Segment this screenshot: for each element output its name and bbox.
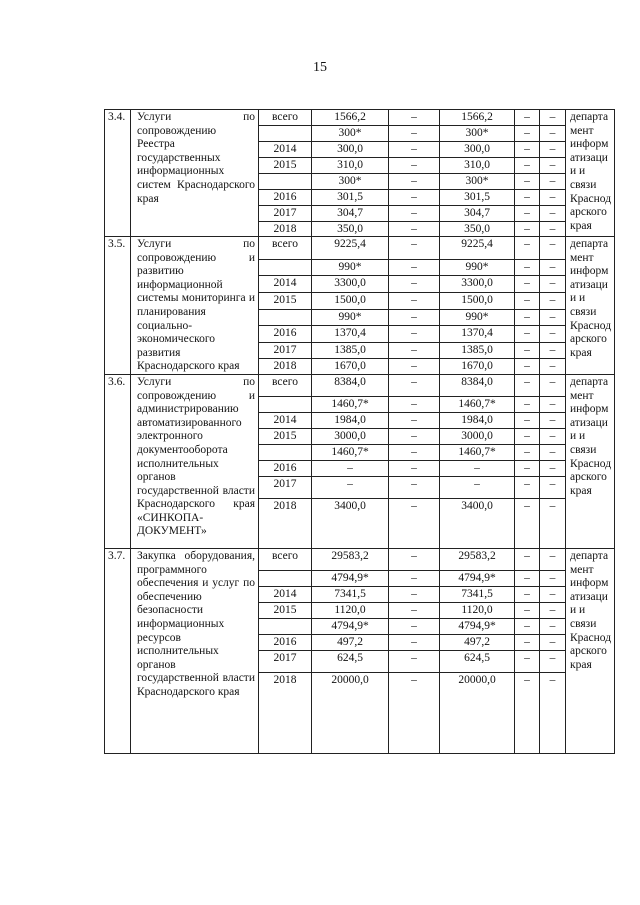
local-budget: – — [515, 460, 540, 476]
regional-budget: 310,0 — [440, 158, 515, 174]
local-budget: – — [515, 586, 540, 602]
year-cell: 2015 — [259, 602, 312, 618]
regional-budget: – — [440, 460, 515, 476]
table-row — [105, 110, 615, 126]
federal-budget: – — [389, 374, 440, 396]
regional-budget: 29583,2 — [440, 548, 515, 570]
year-cell: всего — [259, 110, 312, 126]
federal-budget: – — [389, 158, 440, 174]
other-sources: – — [540, 650, 566, 672]
row-number: 3.4. — [105, 110, 131, 237]
year-cell: 2014 — [259, 276, 312, 293]
regional-budget: 4794,9* — [440, 618, 515, 634]
regional-budget: 300* — [440, 174, 515, 190]
other-sources: – — [540, 110, 566, 126]
year-cell — [259, 618, 312, 634]
federal-budget: – — [389, 618, 440, 634]
row-number: 3.5. — [105, 237, 131, 375]
local-budget: – — [515, 259, 540, 276]
other-sources: – — [540, 174, 566, 190]
federal-budget: – — [389, 498, 440, 548]
regional-budget: 8384,0 — [440, 374, 515, 396]
year-cell: 2017 — [259, 650, 312, 672]
year-cell: 2018 — [259, 498, 312, 548]
year-cell: всего — [259, 548, 312, 570]
regional-budget: 300,0 — [440, 142, 515, 158]
local-budget: – — [515, 476, 540, 498]
regional-budget: 7341,5 — [440, 586, 515, 602]
other-sources: – — [540, 602, 566, 618]
local-budget: – — [515, 342, 540, 359]
total-amount: 1460,7* — [312, 444, 389, 460]
total-amount: – — [312, 460, 389, 476]
year-cell: 2018 — [259, 672, 312, 753]
other-sources: – — [540, 237, 566, 260]
year-cell: всего — [259, 374, 312, 396]
federal-budget: – — [389, 174, 440, 190]
federal-budget: – — [389, 359, 440, 375]
total-amount: 3300,0 — [312, 276, 389, 293]
year-cell — [259, 174, 312, 190]
other-sources: – — [540, 276, 566, 293]
regional-budget: 990* — [440, 259, 515, 276]
year-cell — [259, 570, 312, 586]
other-sources: – — [540, 548, 566, 570]
federal-budget: – — [389, 222, 440, 237]
other-sources: – — [540, 618, 566, 634]
total-amount: 300* — [312, 174, 389, 190]
regional-budget: 1670,0 — [440, 359, 515, 375]
total-amount: 1385,0 — [312, 342, 389, 359]
local-budget: – — [515, 570, 540, 586]
federal-budget: – — [389, 548, 440, 570]
total-amount: 301,5 — [312, 190, 389, 206]
local-budget: – — [515, 276, 540, 293]
regional-budget: 497,2 — [440, 634, 515, 650]
year-cell: 2015 — [259, 158, 312, 174]
other-sources: – — [540, 444, 566, 460]
regional-budget: 9225,4 — [440, 237, 515, 260]
other-sources: – — [540, 428, 566, 444]
total-amount: 304,7 — [312, 206, 389, 222]
total-amount: 1120,0 — [312, 602, 389, 618]
table-row — [105, 548, 615, 570]
row-number: 3.7. — [105, 548, 131, 753]
other-sources: – — [540, 206, 566, 222]
local-budget: – — [515, 110, 540, 126]
regional-budget: 3000,0 — [440, 428, 515, 444]
regional-budget: 1500,0 — [440, 293, 515, 310]
local-budget: – — [515, 548, 540, 570]
regional-budget: 990* — [440, 309, 515, 326]
other-sources: – — [540, 309, 566, 326]
page-number: 15 — [313, 60, 327, 75]
year-cell: 2016 — [259, 634, 312, 650]
other-sources: – — [540, 412, 566, 428]
local-budget: – — [515, 634, 540, 650]
year-cell: 2016 — [259, 190, 312, 206]
year-cell: 2014 — [259, 412, 312, 428]
local-budget: – — [515, 672, 540, 753]
total-amount: 497,2 — [312, 634, 389, 650]
year-cell — [259, 444, 312, 460]
year-cell: 2015 — [259, 293, 312, 310]
row-number: 3.6. — [105, 374, 131, 548]
regional-budget: 624,5 — [440, 650, 515, 672]
measure-name: Услуги по сопровождению и развитию информационной системы мониторинга и планирования социально-экономического развития Краснодарского края — [131, 237, 259, 375]
other-sources: – — [540, 342, 566, 359]
total-amount: 1500,0 — [312, 293, 389, 310]
year-cell: 2017 — [259, 342, 312, 359]
local-budget: – — [515, 222, 540, 237]
other-sources: – — [540, 634, 566, 650]
other-sources: – — [540, 293, 566, 310]
federal-budget: – — [389, 206, 440, 222]
regional-budget: 3300,0 — [440, 276, 515, 293]
other-sources: – — [540, 259, 566, 276]
local-budget: – — [515, 412, 540, 428]
other-sources: – — [540, 126, 566, 142]
federal-budget: – — [389, 570, 440, 586]
year-cell — [259, 396, 312, 412]
federal-budget: – — [389, 602, 440, 618]
federal-budget: – — [389, 586, 440, 602]
executor: департамент информатизации и связи Краснодарского края — [566, 237, 615, 375]
total-amount: 1566,2 — [312, 110, 389, 126]
other-sources: – — [540, 498, 566, 548]
federal-budget: – — [389, 259, 440, 276]
regional-budget: – — [440, 476, 515, 498]
total-amount: 300* — [312, 126, 389, 142]
regional-budget: 1460,7* — [440, 444, 515, 460]
regional-budget: 301,5 — [440, 190, 515, 206]
federal-budget: – — [389, 396, 440, 412]
regional-budget: 350,0 — [440, 222, 515, 237]
year-cell: 2014 — [259, 142, 312, 158]
federal-budget: – — [389, 142, 440, 158]
total-amount: 9225,4 — [312, 237, 389, 260]
federal-budget: – — [389, 634, 440, 650]
local-budget: – — [515, 618, 540, 634]
other-sources: – — [540, 396, 566, 412]
federal-budget: – — [389, 190, 440, 206]
measure-name: Закупка оборудования, программного обеспечения и услуг по обеспечению безопасности информационных ресурсов исполнительных органов государственной власти Краснодарского края — [131, 548, 259, 753]
federal-budget: – — [389, 237, 440, 260]
total-amount: 1670,0 — [312, 359, 389, 375]
executor: департамент информатизации и связи Краснодарского края — [566, 110, 615, 237]
federal-budget: – — [389, 428, 440, 444]
local-budget: – — [515, 359, 540, 375]
year-cell: 2018 — [259, 222, 312, 237]
local-budget: – — [515, 326, 540, 343]
total-amount: 1370,4 — [312, 326, 389, 343]
regional-budget: 1370,4 — [440, 326, 515, 343]
total-amount: 624,5 — [312, 650, 389, 672]
other-sources: – — [540, 570, 566, 586]
total-amount: 990* — [312, 259, 389, 276]
measure-name: Услуги по сопровождению Реестра государственных информационных систем Краснодарского края — [131, 110, 259, 237]
federal-budget: – — [389, 460, 440, 476]
other-sources: – — [540, 222, 566, 237]
federal-budget: – — [389, 126, 440, 142]
local-budget: – — [515, 174, 540, 190]
year-cell: 2015 — [259, 428, 312, 444]
year-cell — [259, 309, 312, 326]
total-amount: 310,0 — [312, 158, 389, 174]
other-sources: – — [540, 586, 566, 602]
total-amount: 300,0 — [312, 142, 389, 158]
federal-budget: – — [389, 342, 440, 359]
other-sources: – — [540, 142, 566, 158]
local-budget: – — [515, 142, 540, 158]
total-amount: 350,0 — [312, 222, 389, 237]
year-cell: 2014 — [259, 586, 312, 602]
executor: департамент информатизации и связи Краснодарского края — [566, 374, 615, 548]
local-budget: – — [515, 158, 540, 174]
other-sources: – — [540, 374, 566, 396]
federal-budget: – — [389, 293, 440, 310]
local-budget: – — [515, 374, 540, 396]
total-amount: 1460,7* — [312, 396, 389, 412]
regional-budget: 304,7 — [440, 206, 515, 222]
total-amount: 8384,0 — [312, 374, 389, 396]
other-sources: – — [540, 476, 566, 498]
total-amount: – — [312, 476, 389, 498]
other-sources: – — [540, 359, 566, 375]
local-budget: – — [515, 444, 540, 460]
year-cell: 2016 — [259, 460, 312, 476]
measure-name: Услуги по сопровождению и администрированию автоматизированного электронного документооборота исполнительных органов государственной власти Краснодарского края «СИНКОПА-ДОКУМЕНТ» — [131, 374, 259, 548]
federal-budget: – — [389, 444, 440, 460]
regional-budget: 1460,7* — [440, 396, 515, 412]
total-amount: 7341,5 — [312, 586, 389, 602]
other-sources: – — [540, 190, 566, 206]
total-amount: 4794,9* — [312, 618, 389, 634]
total-amount: 29583,2 — [312, 548, 389, 570]
regional-budget: 1984,0 — [440, 412, 515, 428]
year-cell: 2017 — [259, 206, 312, 222]
total-amount: 3400,0 — [312, 498, 389, 548]
federal-budget: – — [389, 276, 440, 293]
local-budget: – — [515, 498, 540, 548]
total-amount: 1984,0 — [312, 412, 389, 428]
regional-budget: 300* — [440, 126, 515, 142]
executor: департамент информатизации и связи Краснодарского края — [566, 548, 615, 753]
regional-budget: 20000,0 — [440, 672, 515, 753]
program-table — [104, 109, 615, 754]
total-amount: 3000,0 — [312, 428, 389, 444]
other-sources: – — [540, 460, 566, 476]
federal-budget: – — [389, 110, 440, 126]
federal-budget: – — [389, 672, 440, 753]
federal-budget: – — [389, 412, 440, 428]
year-cell: 2018 — [259, 359, 312, 375]
year-cell: 2016 — [259, 326, 312, 343]
other-sources: – — [540, 326, 566, 343]
local-budget: – — [515, 602, 540, 618]
table-row — [105, 237, 615, 260]
local-budget: – — [515, 396, 540, 412]
year-cell — [259, 126, 312, 142]
regional-budget: 3400,0 — [440, 498, 515, 548]
local-budget: – — [515, 237, 540, 260]
local-budget: – — [515, 428, 540, 444]
regional-budget: 4794,9* — [440, 570, 515, 586]
local-budget: – — [515, 650, 540, 672]
regional-budget: 1566,2 — [440, 110, 515, 126]
federal-budget: – — [389, 650, 440, 672]
total-amount: 990* — [312, 309, 389, 326]
local-budget: – — [515, 190, 540, 206]
year-cell: 2017 — [259, 476, 312, 498]
federal-budget: – — [389, 309, 440, 326]
local-budget: – — [515, 293, 540, 310]
total-amount: 4794,9* — [312, 570, 389, 586]
federal-budget: – — [389, 326, 440, 343]
year-cell: всего — [259, 237, 312, 260]
table-row — [105, 374, 615, 396]
total-amount: 20000,0 — [312, 672, 389, 753]
local-budget: – — [515, 309, 540, 326]
local-budget: – — [515, 206, 540, 222]
regional-budget: 1120,0 — [440, 602, 515, 618]
other-sources: – — [540, 672, 566, 753]
federal-budget: – — [389, 476, 440, 498]
regional-budget: 1385,0 — [440, 342, 515, 359]
local-budget: – — [515, 126, 540, 142]
year-cell — [259, 259, 312, 276]
other-sources: – — [540, 158, 566, 174]
